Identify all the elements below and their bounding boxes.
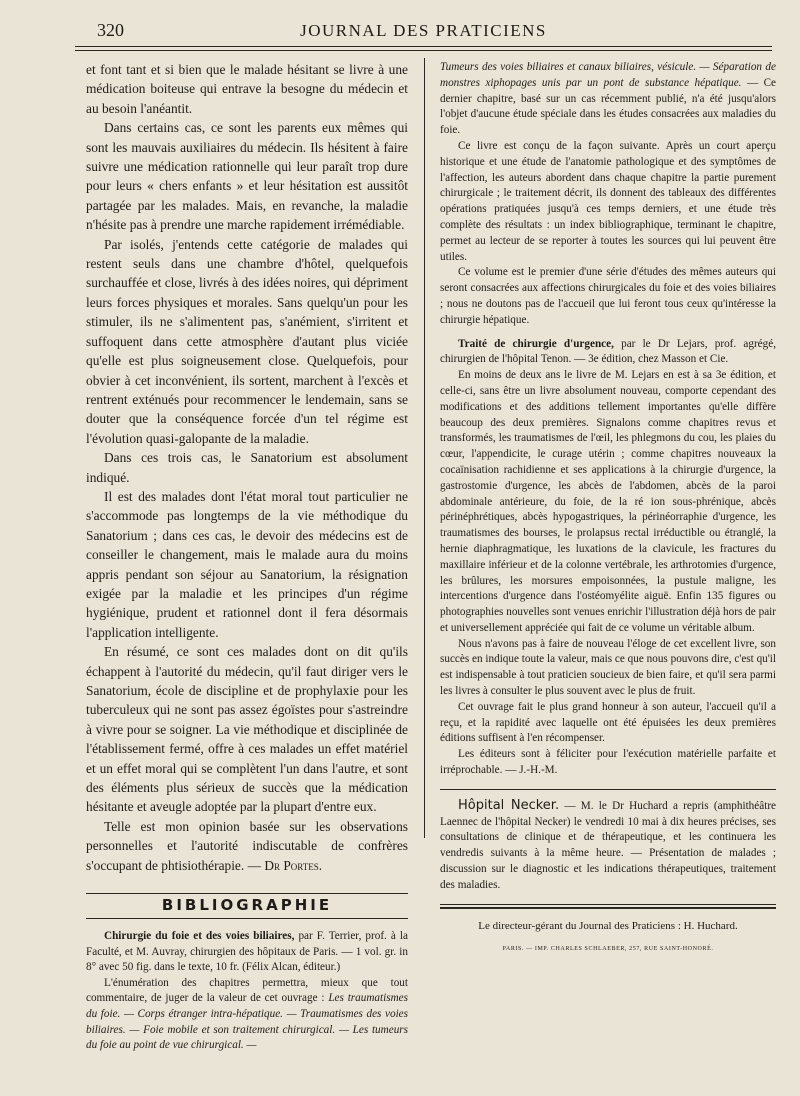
paragraph: Cet ouvrage fait le plus grand honneur à son auteur, l'accueil qu'il a reçu, et la rapidité avec laquelle ont été épuisées les deux premières éditions suffisent à l'en récompenser.	[440, 700, 776, 745]
paragraph	[86, 976, 408, 1054]
paragraph: Nous n'avons pas à faire de nouveau l'éloge de cet excellent livre, son succès en indique toute la valeur, mais ce que nous pouvons dire, c'est qu'il est indispensable à tout praticien soucieux de bien faire, et qu'il sera parmi les livres à consulter le plus souvent avec le plus de fruit.	[440, 637, 776, 698]
paragraph: En moins de deux ans le livre de M. Lejars en est à sa 3e édition, et celle-ci, sans être un livre absolument nouveau, comporte cependant des modifications et des additions tellement importantes qu'elle diffère beaucoup des deux premières. Signalons comme chapitres revus et transformés, les traumatismes de l'œil, les phlegmons du cou, les plaies du cœur, l'appendicite, le curage utérin ; comme chapitres nouveaux la cocaïnisation rachidienne et ses applications à la chirurgie d'urgence, la gastrostomie d'urgence, les abcès de l'abdomen, abcès de la paroi abdominale antérieure, du foie, de la ré ion sous-phrénique, abcès périnéphrétiques, abcès hypogastriques, la périnéorraphie d'urgence, les traumatismes des bourses, le prolapsus rectal irréductible ou étranglé, la hernie diaphragmatique, les luxations de la clavicule, les fractures du maxillaire inférieur et de la colonne vertébrale, les arthrotomies d'urgence, les brûlures, les morsures empoisonnées, la pustule maligne, les intercentions d'urgence dans l'ostéomyélite aiguë. Enfin 135 figures ou photographies nouvelles sont venues enrichir l'illustration déjà hors de pair et universellement appréciée qui fait de ce volume un véritable album.	[440, 369, 776, 634]
header-rule	[75, 46, 772, 47]
chapter-list-continued: Tumeurs des voies biliaires et canaux biliaires, vésicule. — Séparation de monstres xiphopages unis par un pont de substance hépatique.	[440, 61, 776, 89]
header-rule-thin	[75, 50, 772, 51]
hospital-notice	[440, 789, 776, 894]
book-details: par le Dr Lejars, prof. agrégé, chirurgien de l'hôpital Tenon. — 3e édition, chez Masson et Cie.	[440, 337, 776, 366]
bibliography-heading: BIBLIOGRAPHIE	[154, 896, 340, 915]
director-line: Le directeur-gérant du Journal des Praticiens : H. Huchard.	[478, 919, 738, 932]
column-divider	[424, 58, 425, 838]
book-entry	[86, 929, 408, 976]
paragraph: et font tant et si bien que le malade hésitant se livre à une médication boiteuse qui entrave la besogne du médecin et au besoin l'anéantit.	[86, 62, 408, 116]
paragraph: Les éditeurs sont à féliciter pour l'exécution matérielle parfaite et irréprochable. — J.-H.-M.	[440, 748, 776, 777]
paragraph	[86, 817, 408, 875]
hospital-text: — M. le Dr Huchard a repris (amphithéâtre Laennec de l'hôpital Necker) le vendredi 10 mai à dix heures précises, ses consultations de clinique et de thérapeutique, et les continuera les vendredis suivants à la même heure. — Présentation de malades ; discussion sur le diagnostic et les indications thérapeutiques, traitement des maladies.	[440, 799, 776, 891]
heading-rule-top	[86, 893, 408, 894]
book-review-1	[86, 929, 408, 1054]
paragraph: Dans ces trois cas, le Sanatorium est absolument indiqué.	[86, 450, 408, 485]
running-title: JOURNAL DES PRATICIENS	[300, 21, 547, 40]
footer-rule-thick	[440, 907, 776, 909]
page-number: 320	[97, 20, 124, 40]
bibliography-heading-block	[86, 893, 408, 919]
book-intro: L'énumération des chapitres permettra, mieux que tout commentaire, de juger de la valeur de cet ouvrage :	[86, 976, 408, 1005]
paragraph: Par isolés, j'entends cette catégorie de malades qui restent seuls dans une chambre d'hôtel, quelquefois surchauffée et close, livrés à des idées noires, qui dépriment leurs forces physiques et morales. Sans quelqu'un pour les stimuler, ils ne s'alimentent pas, s'anémient, s'irritent et suffoquent dans cette atmosphère d'autant plus viciée qu'elle est plus soigneusement close. Quelquefois, pour obvier à cet inconvénient, ils sortent, marchent à l'excès et rentrent exténués pour recommencer le lendemain, sans se douter que la conséquence forcée d'un tel régime est l'évolution quasi-galopante de la maladie.	[86, 236, 408, 446]
heading-rule-bottom	[86, 918, 408, 919]
book-title: Traité de chirurgie d'urgence,	[458, 337, 614, 350]
paragraph: Dans certains cas, ce sont les parents eux mêmes qui sont les mauvais auxiliaires du médecin. Ils hésitent à faire suivre une médication rationnelle qui leur paraît trop dure pour leurs « chers enfants » et leur hésitation est aussitôt partagée par les malades. Mais, en revanche, la maladie n'hésite pas à prendre une marche rapidement irrémédiable.	[86, 120, 408, 233]
paragraph: En résumé, ce sont ces malades dont on dit qu'ils échappent à l'autorité du médecin, qu'il faut diriger vers le Sanatorium, école de discipline et de prophylaxie pour les tuberculeux qui ne sont pas assez égoïstes pour s'astreindre à vivre pour se soigner. La vie méthodique et disciplinée de l'établissement fermé, offre à ces malades un effet matériel et un effet moral qui se complètent l'un dans l'autre, et sont des éléments plus sérieux de succès que la médication hésitante et aveugle adoptée par la plupart d'entre eux.	[86, 644, 408, 815]
hospital-name: Hôpital Necker.	[458, 797, 560, 813]
author-signature: Dr Portes.	[264, 857, 323, 873]
chapter-list: Les traumatismes du foie. — Corps étranger intra-hépatique. — Traumatismes des voies biliaires. — Foie mobile et son traitement chirurgical. — Les tumeurs du foie au point de vue chirurgical. —	[86, 992, 408, 1052]
footer-rule	[440, 904, 776, 905]
book-details: par F. Terrier, prof. à la Faculté, et M. Auvray, chirurgien des hôpitaux de Paris. — 1 vol. gr. in 8° avec 50 fig. dans le texte, 10 fr. (Félix Alcan, éditeur.)	[86, 930, 408, 974]
right-column	[440, 60, 776, 1056]
paragraph-text: Telle est mon opinion basée sur les observations personnelles et l'autorité indiscutable de confrères s'occupant de phtisiothérapie. —	[86, 818, 408, 873]
paragraph: Ce volume est le premier d'une série d'études des mêmes auteurs qui seront consacrées aux affections chirurgicales du foie et des voies biliaires ; nous ne doutons pas de l'accueil que lui feront tous ceux qu'intéresse la chirurgie hépatique.	[440, 266, 776, 326]
paragraph	[440, 60, 776, 139]
paragraph-text: — Ce dernier chapitre, basé sur un cas récemment publié, n'a été jusqu'alors l'objet d'aucune étude spéciale dans les études consacrées aux maladies du foie.	[440, 76, 776, 137]
paragraph: Il est des malades dont l'état moral tout particulier ne s'accommode pas longtemps de la vie méthodique du Sanatorium ; dans ces cas, le devoir des médecins est de conseiller le changement, mais le malade aura du moins appris pendant son séjour au Sanatorium, la résignation exigée par la maladie et les principes d'un régime hygiénique, prudent et rationnel dont il fera désormais l'application intelligente.	[86, 488, 408, 640]
book-title: Chirurgie du foie et des voies biliaires,	[104, 930, 295, 943]
printer-imprint: PARIS. — IMP. CHARLES SCHLAEBER, 257, RUE SAINT-HONORÉ.	[502, 946, 714, 953]
paragraph: Ce livre est conçu de la façon suivante. Après un court aperçu historique et une étude de l'anatomie pathologique et des symptômes de l'affection, les auteurs abordent dans chaque chapitre la partie purement chirurgicale ; le traitement décrit, ils donnent des tableaux des différentes opérations pratiquées jusqu'à ces temps derniers, et une étude très complète des résultats : un index bibliographique, terminant le chapitre, permet au lecteur de se reporter à toutes les sources qui lui peuvent être utiles.	[440, 139, 776, 263]
left-column	[86, 60, 408, 1056]
book-entry	[440, 337, 776, 369]
paragraph	[440, 798, 776, 894]
